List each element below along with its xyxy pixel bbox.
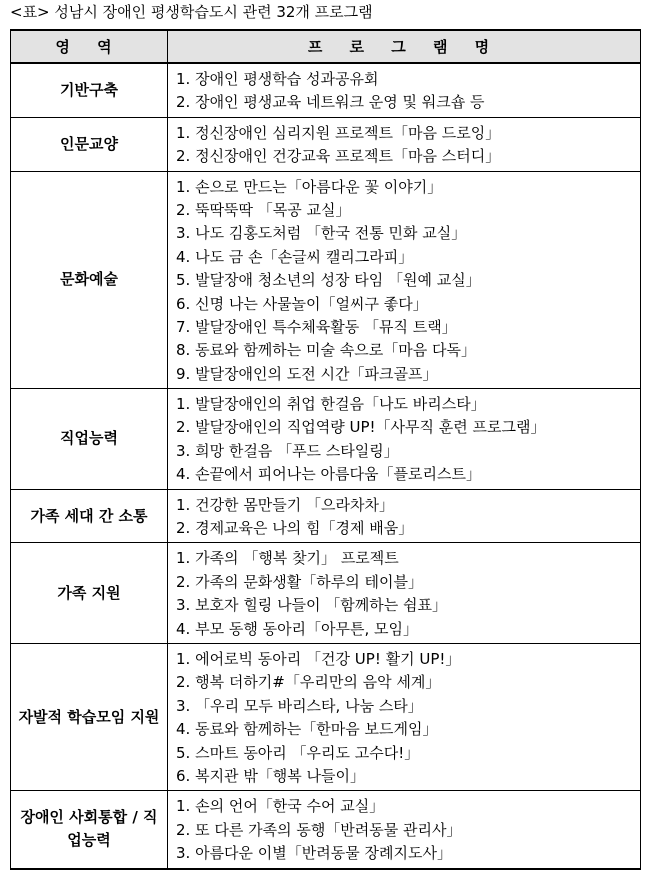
table-row [11,489,641,543]
table-header [11,30,641,63]
program-cell [168,117,641,171]
program-item: 4. 동료와 함께하는「한마음 보드게임」 [176,720,438,739]
program-item: 3. 보호자 힐링 나들이 「함께하는 쉼표」 [176,596,448,615]
program-item: 5. 스마트 동아리 「우리도 고수다!」 [176,743,420,762]
program-item: 2. 뚝딱뚝딱 「목공 교실」 [176,200,351,219]
program-item: 1. 손으로 만드는「아름다운 꽃 이야기」 [176,177,443,196]
table-row [11,543,641,644]
area-cell: 장애인 사회통합 / 직업능력 [11,791,168,869]
table-body [11,63,641,869]
program-item: 3. 희망 한걸음 「푸드 스타일링」 [176,441,399,460]
program-item: 6. 신명 나는 사물놀이「얼씨구 좋다」 [176,294,428,313]
table-row [11,643,641,790]
program-cell [168,543,641,644]
area-cell: 가족 지원 [11,543,168,644]
program-cell [168,791,641,869]
program-item: 5. 발달장애 청소년의 성장 타임 「원예 교실」 [176,271,481,290]
program-item: 1. 발달장애인의 취업 한걸음「나도 바리스타」 [176,395,486,414]
table-row [11,63,641,117]
area-cell: 문화예술 [11,171,168,389]
program-item: 3. 아름다운 이별「반려동물 장례지도사」 [176,844,452,863]
program-item: 2. 장애인 평생교육 네트워크 운영 및 워크숍 등 [176,93,485,112]
program-item: 8. 동료와 함께하는 미술 속으로「마음 다독」 [176,341,476,360]
area-cell: 가족 세대 간 소통 [11,489,168,543]
area-cell: 기반구축 [11,63,168,117]
program-item: 2. 또 다른 가족의 동행「반려동물 관리사」 [176,820,462,839]
program-item: 3. 나도 김홍도처럼 「한국 전통 민화 교실」 [176,224,467,243]
program-item: 1. 건강한 몸만들기 「으라차차」 [176,495,395,514]
program-item: 9. 발달장애인의 도전 시간「파크골프」 [176,364,438,383]
area-cell: 직업능력 [11,389,168,490]
program-cell [168,643,641,790]
header-program: 프 로 그 램 명 [168,30,641,63]
program-cell [168,389,641,490]
program-item: 4. 손끝에서 피어나는 아름다움「플로리스트」 [176,465,481,484]
program-cell [168,63,641,117]
table-row [11,389,641,490]
program-item: 2. 발달장애인의 직업역량 UP!「사무직 훈련 프로그램」 [176,418,546,437]
program-item: 1. 에어로빅 동아리 「건강 UP! 활기 UP!」 [176,649,461,668]
area-cell: 자발적 학습모임 지원 [11,643,168,790]
program-table [10,29,641,870]
program-item: 6. 복지관 밖「행복 나들이」 [176,766,366,785]
program-item: 2. 정신장애인 건강교육 프로젝트「마음 스터디」 [176,147,501,166]
table-row [11,791,641,869]
program-item: 7. 발달장애인 특수체육활동 「뮤직 트랙」 [176,317,457,336]
program-item: 1. 정신장애인 심리지원 프로젝트「마음 드로잉」 [176,123,501,142]
program-item: 2. 가족의 문화생활「하루의 테이블」 [176,572,423,591]
program-item: 2. 경제교육은 나의 힘「경제 배움」 [176,519,414,538]
program-item: 1. 장애인 평생학습 성과공유회 [176,70,379,88]
table-row [11,117,641,171]
program-item: 1. 가족의 「행복 찾기」 프로젝트 [176,549,399,568]
table-row [11,171,641,389]
program-cell [168,171,641,389]
table-caption: <표> 성남시 장애인 평생학습도시 관련 32개 프로그램 [10,3,373,21]
program-cell [168,489,641,543]
program-item: 4. 나도 금 손「손글씨 캘리그라피」 [176,247,414,266]
program-item: 3. 「우리 모두 바리스타, 나눔 스타」 [176,696,423,715]
header-area: 영 역 [11,30,168,63]
header-row [11,30,641,63]
program-item: 4. 부모 동행 동아리「아무튼, 모임」 [176,619,419,638]
program-item: 2. 행복 더하기#「우리만의 음악 세계」 [176,673,441,692]
area-cell: 인문교양 [11,117,168,171]
program-item: 1. 손의 언어「한국 수어 교실」 [176,797,385,816]
